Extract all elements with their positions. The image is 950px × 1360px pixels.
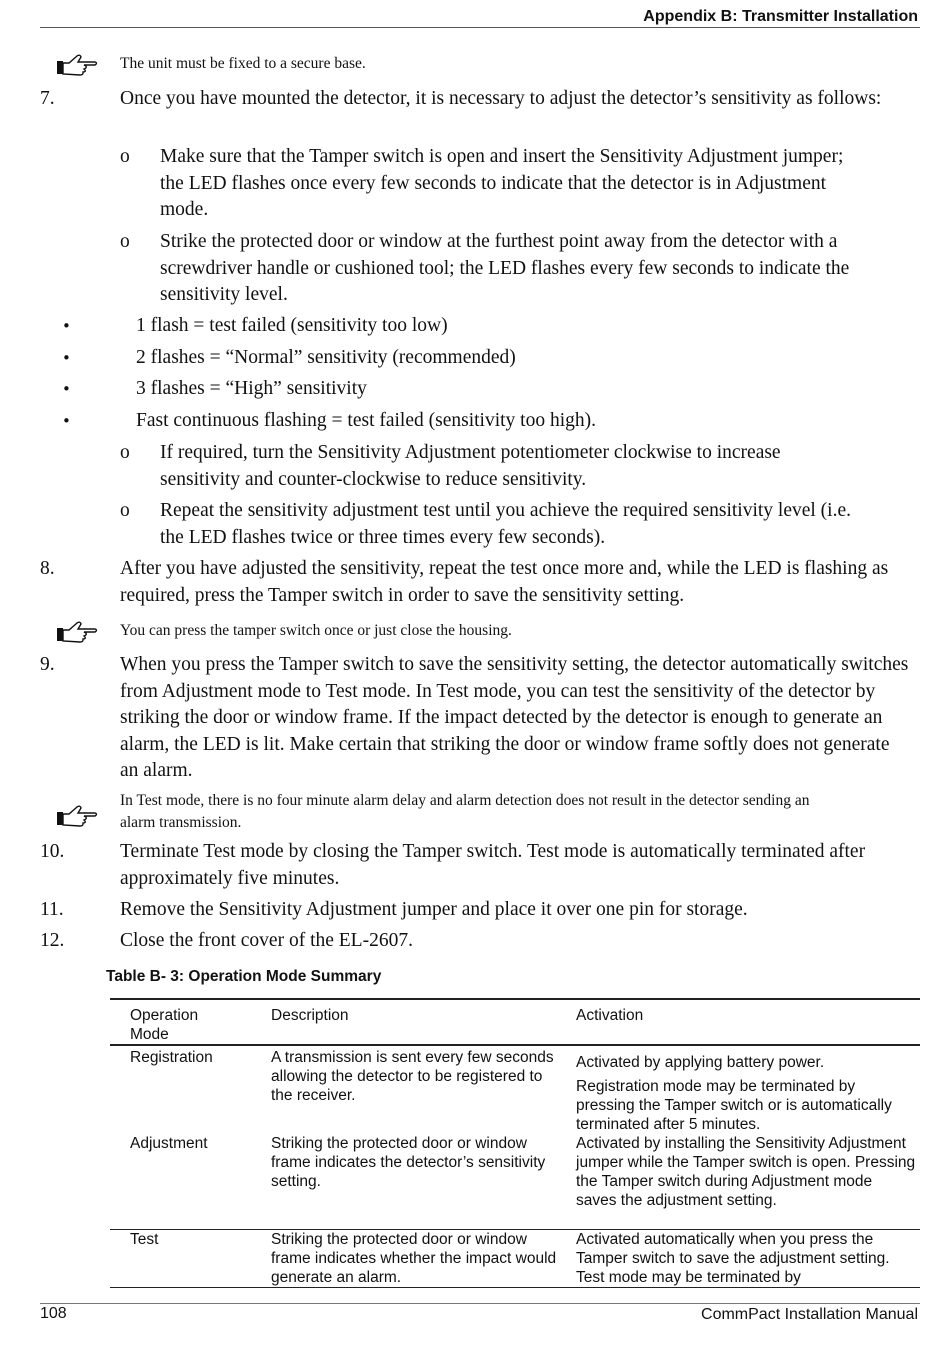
- step-text: Once you have mounted the detector, it is necessary to adjust the detector’s sensitivity as follows:: [120, 88, 882, 109]
- cell-mode: Adjustment: [130, 1135, 208, 1152]
- page-number: 108: [40, 1305, 67, 1322]
- header-activation: Activation: [576, 1007, 644, 1024]
- table-row: [110, 1230, 920, 1288]
- manual-title: CommPact Installation Manual: [701, 1306, 918, 1323]
- bullet-text: 3 flashes = “High” sensitivity: [136, 378, 367, 399]
- bullet-marker: •: [62, 317, 71, 335]
- bullet-marker: •: [62, 380, 71, 398]
- step-number: 9.: [40, 654, 55, 675]
- bullet-text: Fast continuous flashing = test failed (sensitivity too high).: [136, 410, 596, 431]
- step-number: 12.: [40, 930, 65, 951]
- sub-text: Make sure that the Tamper switch is open and insert the Sensitivity Adjustment jumper; the LED flashes once every few seconds to indicate that the detector is in Adjustment mode.: [160, 146, 844, 220]
- table-row: [110, 1048, 920, 1134]
- activation-line: Activated by applying battery power.: [576, 1054, 825, 1071]
- step-text: Remove the Sensitivity Adjustment jumper and place it over one pin for storage.: [120, 899, 748, 920]
- bullet-marker: •: [62, 412, 71, 430]
- header-description: Description: [271, 1007, 349, 1024]
- step-number: 11.: [40, 899, 64, 920]
- cell-activation: [576, 1230, 916, 1292]
- sub-marker: o: [120, 231, 130, 252]
- cell-description: Striking the protected door or window frame indicates the detector’s sensitivity setting.: [271, 1135, 546, 1190]
- activation-line: Activated by installing the Sensitivity Adjustment jumper while the Tamper switch is open. Pressing the Tamper switch during Adjustment mode saves the adjustment setting.: [576, 1135, 916, 1209]
- sub-marker: o: [120, 146, 130, 167]
- table-caption: Table B- 3: Operation Mode Summary: [106, 968, 382, 985]
- step-text: Close the front cover of the EL-2607.: [120, 930, 413, 951]
- bullet-text: 2 flashes = “Normal” sensitivity (recommended): [136, 347, 516, 368]
- cell-description: A transmission is sent every few seconds allowing the detector to be registered to the receiver.: [271, 1049, 554, 1104]
- step-number: 7.: [40, 88, 55, 109]
- header-operation-mode: Operation Mode: [130, 1007, 199, 1043]
- cell-description: Striking the protected door or window frame indicates whether the impact would generate an alarm.: [271, 1231, 557, 1286]
- bullet-text: 1 flash = test failed (sensitivity too low): [136, 315, 448, 336]
- sub-text: Repeat the sensitivity adjustment test until you achieve the required sensitivity level (i.e. the LED flashes twice or three times every few seconds).: [160, 500, 851, 548]
- cell-activation: [576, 1053, 916, 1139]
- step-text: Terminate Test mode by closing the Tamper switch. Test mode is automatically terminated after approximately five minutes.: [120, 841, 866, 889]
- activation-line: Registration mode may be terminated by pressing the Tamper switch or is automatically terminated after 5 minutes.: [576, 1078, 892, 1133]
- note-text: The unit must be fixed to a secure base.: [120, 55, 366, 72]
- pointing-hand-icon: [55, 53, 99, 77]
- sub-text: If required, turn the Sensitivity Adjustment potentiometer clockwise to increase sensitivity and counter-clockwise to reduce sensitivity.: [160, 442, 781, 490]
- table-top-rule: [110, 998, 920, 1000]
- table-header-row: [110, 1006, 920, 1046]
- sub-text: Strike the protected door or window at the furthest point away from the detector with a screwdriver handle or cushioned tool; the LED flashes every few seconds to indicate the sensitivity level.: [160, 231, 850, 305]
- page-header: [40, 4, 920, 28]
- step-text: After you have adjusted the sensitivity, repeat the test once more and, while the LED is flashing as required, press the Tamper switch in order to save the sensitivity setting.: [120, 558, 889, 606]
- cell-activation: [576, 1134, 916, 1215]
- sub-marker: o: [120, 500, 130, 521]
- table-row: [110, 1134, 920, 1230]
- note-text: You can press the tamper switch once or just close the housing.: [120, 622, 512, 639]
- header-title: Appendix B: Transmitter Installation: [643, 8, 918, 25]
- note-text: In Test mode, there is no four minute alarm delay and alarm detection does not result in the detector sending an alarm transmission.: [120, 792, 810, 831]
- footer-rule: [40, 1303, 920, 1304]
- bullet-marker: •: [62, 349, 71, 367]
- pointing-hand-icon: [55, 620, 99, 644]
- step-text: When you press the Tamper switch to save the sensitivity setting, the detector automatically switches from Adjustment mode to Test mode. In Test mode, you can test the sensitivity of the detector by striking the door or window frame. If the impact detected by the detector is enough to generate an alarm, the LED is lit. Make certain that striking the door or window frame softly does not generate an alarm.: [120, 654, 909, 781]
- step-number: 8.: [40, 558, 55, 579]
- cell-mode: Test: [130, 1231, 159, 1248]
- cell-mode: Registration: [130, 1049, 213, 1066]
- sub-marker: o: [120, 442, 130, 463]
- activation-line: Activated automatically when you press the Tamper switch to save the adjustment setting. Test mode may be terminated by: [576, 1231, 890, 1286]
- step-number: 10.: [40, 841, 65, 862]
- pointing-hand-icon: [55, 804, 99, 828]
